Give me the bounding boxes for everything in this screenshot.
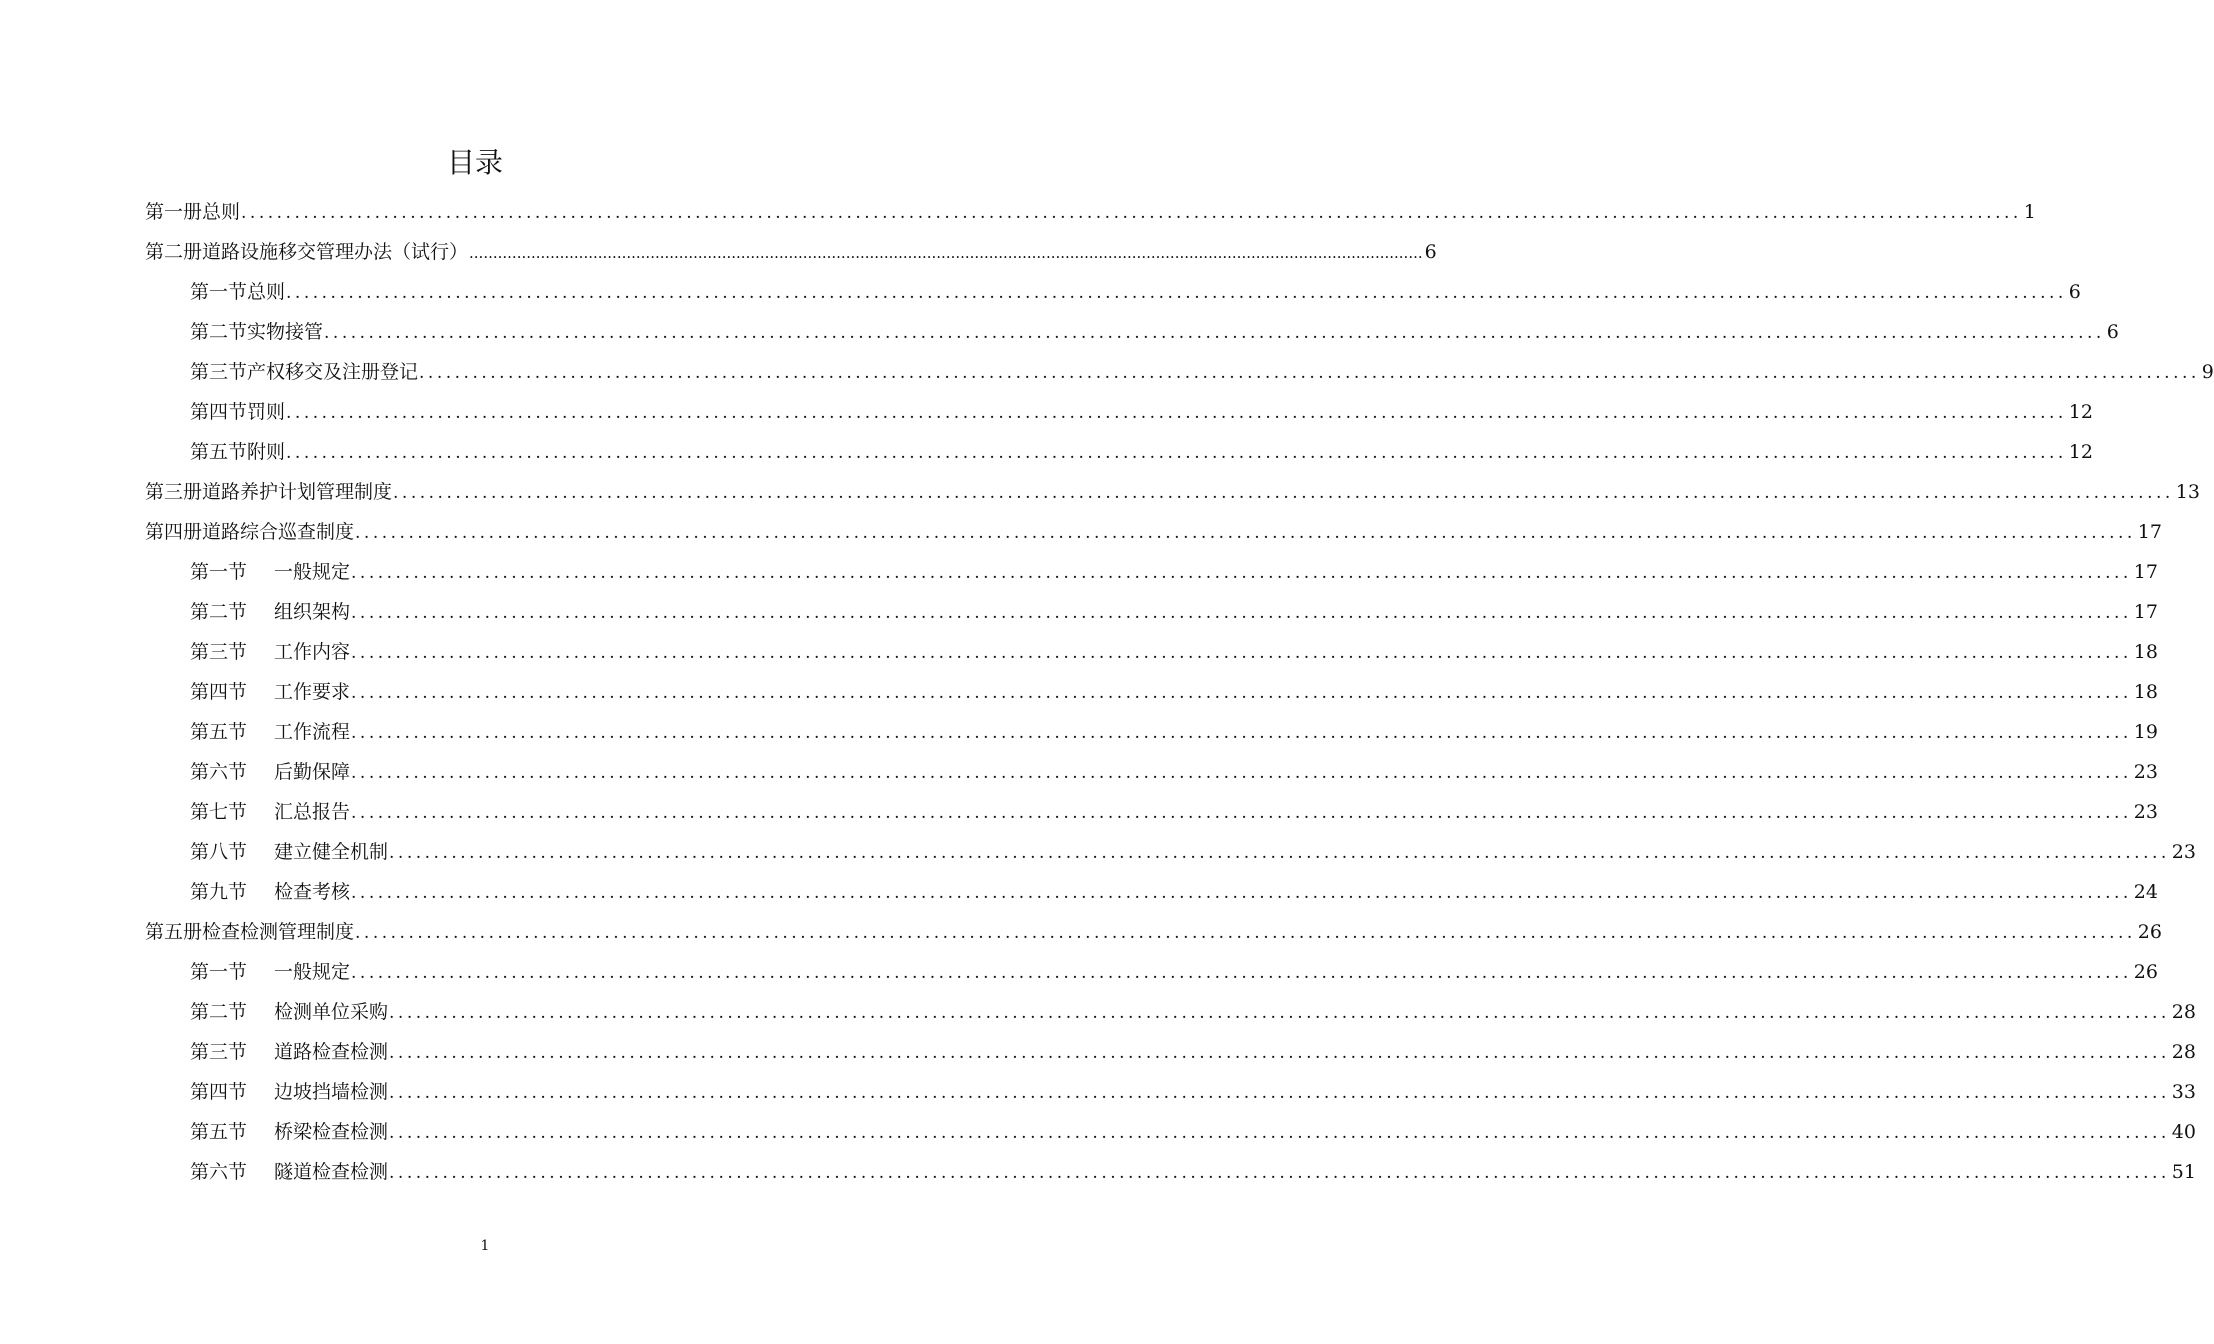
toc-entry-label: 第三册道路养护计划管理制度 (145, 481, 393, 503)
toc-page-number: 33 (2171, 1081, 2196, 1103)
toc-entry[interactable] (145, 472, 2200, 512)
toc-entry[interactable] (145, 832, 2196, 872)
toc-entry[interactable] (145, 792, 2158, 832)
toc-entry[interactable] (145, 912, 2162, 952)
toc-entry[interactable] (145, 512, 2162, 552)
toc-entry-title (190, 952, 350, 992)
toc-entry[interactable] (145, 672, 2158, 712)
toc-page-number: 6 (2068, 281, 2081, 303)
toc-entry-label: 桥梁检查检测 (274, 1121, 389, 1143)
toc-section-number: 第一节 (190, 961, 248, 983)
toc-entry[interactable] (145, 712, 2158, 752)
toc-dot-leader: ........................................................................................................................................................................................................ (389, 843, 2170, 863)
toc-entry-label: 工作要求 (274, 681, 351, 703)
toc-entry-title (190, 1152, 388, 1192)
toc-entry-label: 第五节附则 (190, 441, 286, 463)
toc-page-number: 17 (2133, 601, 2158, 623)
toc-section-number: 第八节 (190, 841, 248, 863)
toc-dot-leader: ........................................................................................................................................................................................................ (389, 1163, 2170, 1183)
toc-entry-title (190, 712, 350, 752)
toc-entry-label: 第一册总则 (145, 201, 241, 223)
toc-entry-label: 检查考核 (274, 881, 351, 903)
toc-entry-title (190, 792, 350, 832)
toc-section-number: 第三节 (190, 1041, 248, 1063)
toc-page-number: 26 (2133, 961, 2158, 983)
toc-entry[interactable] (145, 632, 2158, 672)
toc-entry-label: 道路检查检测 (274, 1041, 389, 1063)
toc-dot-leader: ........................................................................................................................................................................................................ (355, 523, 2136, 543)
toc-entry[interactable] (145, 552, 2158, 592)
toc-entry[interactable] (145, 272, 2081, 312)
toc-dot-leader: ........................................................................................................................................................................................................ (351, 563, 2132, 583)
toc-dot-leader: ........................................................................................................................................................................................................ (241, 203, 2022, 223)
toc-page-number: 6 (1424, 241, 1437, 263)
toc-section-number: 第四节 (190, 1081, 248, 1103)
toc-page-number: 12 (2068, 441, 2093, 463)
toc-entry-label: 第一节总则 (190, 281, 286, 303)
toc-page-number: 13 (2175, 481, 2200, 503)
toc-dot-leader: ........................................................................................................................................................................................................ (351, 963, 2132, 983)
toc-page-number: 17 (2137, 521, 2162, 543)
toc-page-number: 23 (2133, 801, 2158, 823)
toc-entry-title (190, 752, 350, 792)
toc-dot-leader: ........................................................................................................................................................................................................ (419, 363, 2200, 383)
toc-entry-label: 检测单位采购 (274, 1001, 389, 1023)
toc-entry[interactable] (145, 192, 2036, 232)
toc-dot-leader: ........................................................................................................................................................................................................ (351, 603, 2132, 623)
toc-dot-leader: ........................................................................................................................................................................................................ (351, 643, 2132, 663)
toc-page-number: 19 (2133, 721, 2158, 743)
toc-entry-title (190, 592, 350, 632)
toc-entry[interactable] (145, 992, 2196, 1032)
toc-dot-leader: ........................................................................................................................................................................................................ (286, 403, 2067, 423)
toc-dot-leader: ........................................................................................................................................................................................................ (351, 803, 2132, 823)
toc-dot-leader: ........................................................................................................................................................................................................ (351, 683, 2132, 703)
toc-entry-title (190, 432, 285, 472)
toc-entry-title (190, 1112, 388, 1152)
toc-entry[interactable] (145, 1072, 2196, 1112)
toc-page-number: 24 (2133, 881, 2158, 903)
toc-page-number: 9 (2201, 361, 2214, 383)
toc-dot-leader: ........................................................................................................................................................................................................ (351, 723, 2132, 743)
toc-entry-title (190, 632, 350, 672)
toc-entry[interactable] (145, 432, 2093, 472)
toc-entry-title (145, 912, 354, 952)
toc-entry-title (145, 512, 354, 552)
toc-dot-leader: ........................................................................................................................................................................................................ (393, 483, 2174, 503)
toc-section-number: 第二节 (190, 1001, 248, 1023)
toc-entry-label: 边坡挡墙检测 (274, 1081, 389, 1103)
toc-section-number: 第六节 (190, 1161, 248, 1183)
toc-entry-title (190, 872, 350, 912)
toc-entry-label: 一般规定 (274, 961, 351, 983)
toc-entry-title (190, 352, 418, 392)
toc-entry-title (190, 832, 388, 872)
toc-entry-label: 第二册道路设施移交管理办法（试行） (145, 241, 469, 263)
toc-page-number: 23 (2171, 841, 2196, 863)
toc-dot-leader: ........................................................................................................................................................................................................ (389, 1003, 2170, 1023)
toc-entry[interactable] (145, 232, 1437, 272)
toc-section-number: 第五节 (190, 721, 248, 743)
toc-section-number: 第四节 (190, 681, 248, 703)
toc-page-number: 23 (2133, 761, 2158, 783)
toc-entry-label: 第五册检查检测管理制度 (145, 921, 355, 943)
toc-entry[interactable] (145, 352, 2214, 392)
toc-entry-label: 第三节产权移交及注册登记 (190, 361, 419, 383)
toc-entry-label: 第四册道路综合巡查制度 (145, 521, 355, 543)
toc-dot-leader: ........................................................................................................................................................................................................ (469, 244, 1423, 262)
toc-page-number: 40 (2171, 1121, 2196, 1143)
toc-section-number: 第三节 (190, 641, 248, 663)
toc-entry-title (190, 272, 285, 312)
toc-section-number: 第一节 (190, 561, 248, 583)
toc-entry[interactable] (145, 392, 2093, 432)
toc-section-number: 第五节 (190, 1121, 248, 1143)
toc-page-number: 6 (2106, 321, 2119, 343)
toc-page-number: 17 (2133, 561, 2158, 583)
toc-entry-title (190, 1032, 388, 1072)
toc-entry-title (145, 192, 240, 232)
toc-dot-leader: ........................................................................................................................................................................................................ (286, 443, 2067, 463)
toc-entry-title (190, 992, 388, 1032)
toc-entry-title (190, 392, 285, 432)
toc-entry-label: 建立健全机制 (274, 841, 389, 863)
toc-entry[interactable] (145, 1112, 2196, 1152)
toc-entry-label: 工作流程 (274, 721, 351, 743)
page-title: 目录 (446, 146, 503, 179)
toc-entry-label: 组织架构 (274, 601, 351, 623)
toc-entry-label: 第二节实物接管 (190, 321, 324, 343)
toc-page-number: 26 (2137, 921, 2162, 943)
toc-entry-label: 第四节罚则 (190, 401, 286, 423)
toc-section-number: 第六节 (190, 761, 248, 783)
toc-entry[interactable] (145, 952, 2158, 992)
toc-entry[interactable] (145, 312, 2119, 352)
toc-dot-leader: ........................................................................................................................................................................................................ (389, 1043, 2170, 1063)
toc-entry[interactable] (145, 592, 2158, 632)
toc-entry-title (190, 552, 350, 592)
toc-entry-title (145, 232, 468, 272)
toc-entry-label: 后勤保障 (274, 761, 351, 783)
toc-page-number: 51 (2171, 1161, 2196, 1183)
page-number: 1 (480, 1238, 490, 1254)
toc-dot-leader: ........................................................................................................................................................................................................ (286, 283, 2067, 303)
toc-section-number: 第九节 (190, 881, 248, 903)
toc-page-number: 28 (2171, 1001, 2196, 1023)
toc-section-number: 第二节 (190, 601, 248, 623)
toc-entry-title (145, 472, 392, 512)
table-of-contents (145, 192, 2214, 1192)
toc-page-number: 28 (2171, 1041, 2196, 1063)
toc-entry-title (190, 672, 350, 712)
toc-entry[interactable] (145, 1152, 2196, 1192)
toc-dot-leader: ........................................................................................................................................................................................................ (389, 1083, 2170, 1103)
toc-entry[interactable] (145, 1032, 2196, 1072)
toc-page-number: 1 (2023, 201, 2036, 223)
toc-entry[interactable] (145, 752, 2158, 792)
toc-section-number: 第七节 (190, 801, 248, 823)
toc-dot-leader: ........................................................................................................................................................................................................ (324, 323, 2105, 343)
toc-page-number: 18 (2133, 641, 2158, 663)
toc-entry-label: 汇总报告 (274, 801, 351, 823)
toc-dot-leader: ........................................................................................................................................................................................................ (351, 883, 2132, 903)
toc-entry-label: 隧道检查检测 (274, 1161, 389, 1183)
toc-entry[interactable] (145, 872, 2158, 912)
toc-entry-label: 一般规定 (274, 561, 351, 583)
toc-entry-label: 工作内容 (274, 641, 351, 663)
toc-entry-title (190, 312, 323, 352)
toc-entry-title (190, 1072, 388, 1112)
toc-dot-leader: ........................................................................................................................................................................................................ (351, 763, 2132, 783)
toc-dot-leader: ........................................................................................................................................................................................................ (355, 923, 2136, 943)
toc-dot-leader: ........................................................................................................................................................................................................ (389, 1123, 2170, 1143)
toc-page-number: 12 (2068, 401, 2093, 423)
toc-page-number: 18 (2133, 681, 2158, 703)
